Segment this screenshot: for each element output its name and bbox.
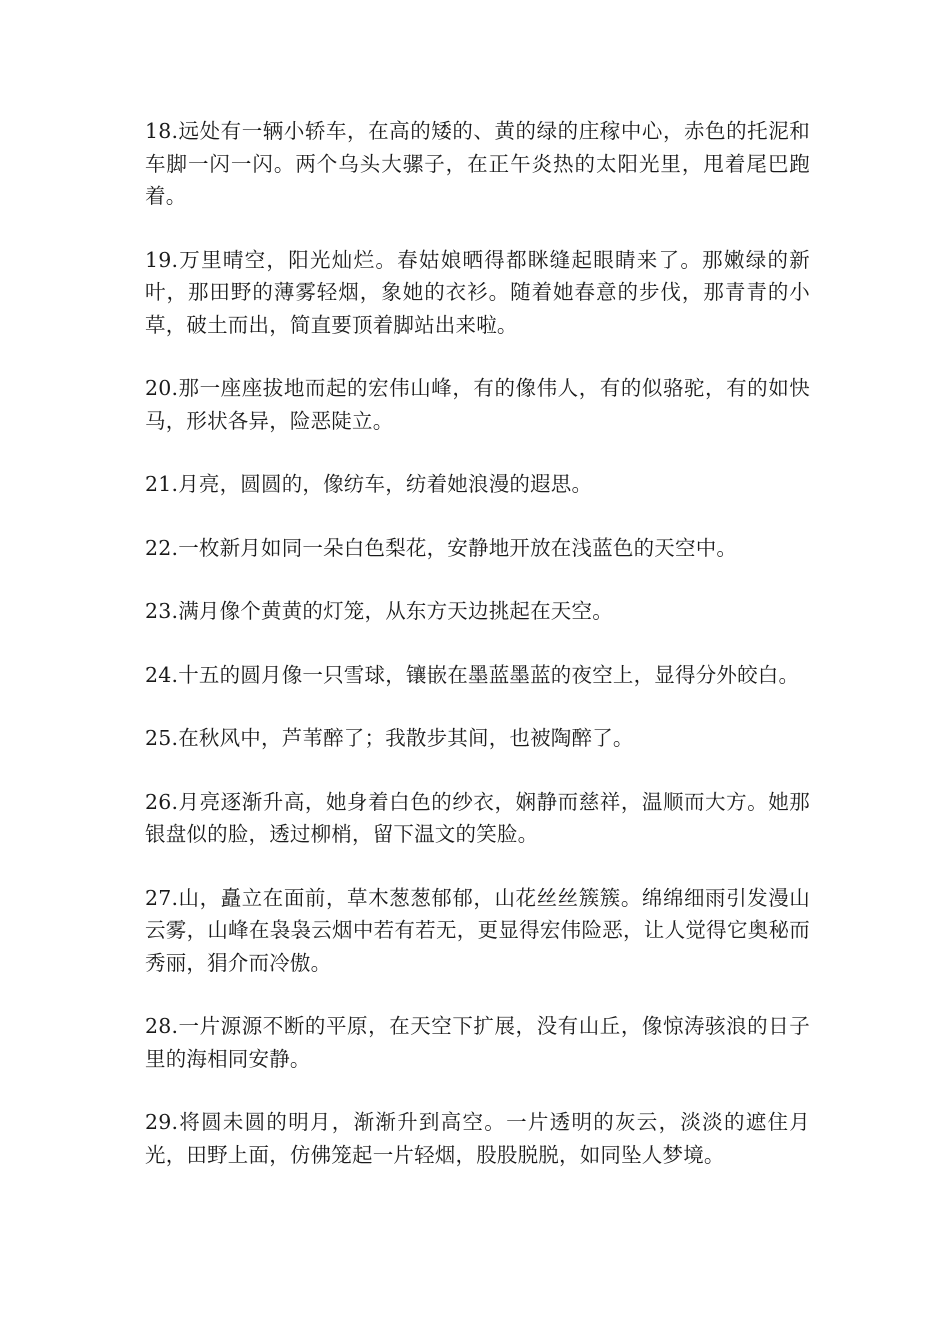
paragraph-26: 26.月亮逐渐升高，她身着白色的纱衣，娴静而慈祥，温顺而大方。她那银盘似的脸，透过柳梢，留下温文的笑脸。 <box>145 789 810 846</box>
paragraph-29: 29.将圆未圆的明月，渐渐升到高空。一片透明的灰云，淡淡的遮住月光，田野上面，仿佛笼起一片轻烟，股股脱脱，如同坠人梦境。 <box>145 1110 810 1167</box>
paragraph-28: 28.一片源源不断的平原，在天空下扩展，没有山丘，像惊涛骇浪的日子里的海相同安静。 <box>145 1014 810 1071</box>
paragraph-24: 24.十五的圆月像一只雪球，镶嵌在墨蓝墨蓝的夜空上，显得分外皎白。 <box>145 662 800 687</box>
paragraph-21: 21.月亮，圆圆的，像纺车，纺着她浪漫的遐思。 <box>145 472 593 496</box>
paragraph-19: 19.万里晴空，阳光灿烂。春姑娘晒得都眯缝起眼睛来了。那嫩绿的新叶，那田野的薄雾轻烟，象她的衣衫。随着她春意的步伐，那青青的小草，破土而出，简直要顶着脚站出来啦。 <box>145 247 810 337</box>
document-body <box>145 115 810 1202</box>
paragraph-18: 18.远处有一辆小轿车，在高的矮的、黄的绿的庄稼中心，赤色的托泥和车脚一闪一闪。两个乌头大骡子，在正午炎热的太阳光里，甩着尾巴跑着。 <box>145 119 810 208</box>
paragraph-20: 20.那一座座拔地而起的宏伟山峰，有的像伟人，有的似骆驼，有的如快马，形状各异，险恶陡立。 <box>145 376 810 433</box>
paragraph-22: 22.一枚新月如同一朵白色梨花，安静地开放在浅蓝色的天空中。 <box>145 535 738 560</box>
paragraph-27: 27.山，矗立在面前，草木葱葱郁郁，山花丝丝簇簇。绵绵细雨引发漫山云雾，山峰在袅袅云烟中若有若无，更显得宏伟险恶，让人觉得它奥秘而秀丽，狷介而冷傲。 <box>145 885 810 975</box>
paragraph-25: 25.在秋风中，芦苇醉了；我散步其间，也被陶醉了。 <box>145 726 634 750</box>
paragraph-23: 23.满月像个黄黄的灯笼，从东方天边挑起在天空。 <box>145 599 613 623</box>
